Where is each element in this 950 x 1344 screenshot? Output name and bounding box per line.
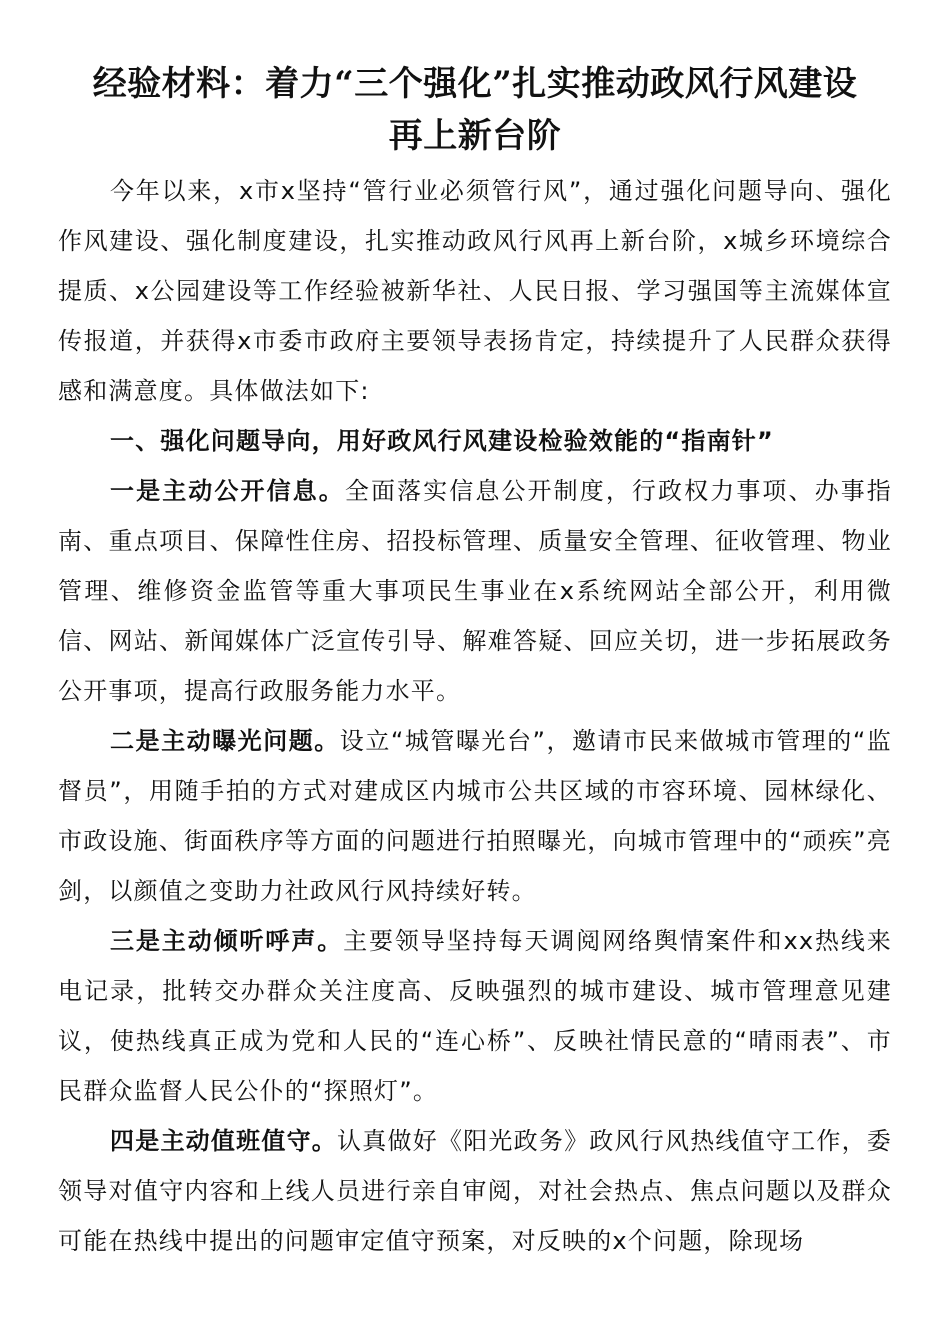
intro-paragraph: 今年以来，x市x坚持“管行业必须管行风”，通过强化问题导向、强化作风建设、强化制度建设，扎实推动政风行风再上新台阶，x城乡环境综合提质、x公园建设等工作经验被新华社、人民日报、学习强国等主流媒体宣传报道，并获得x市委市政府主要领导表扬肯定，持续提升了人民群众获得感和满意度。具体做法如下: (58, 177, 892, 405)
paragraph-2 (58, 716, 892, 916)
paragraph-2-text: 设立“城管曝光台”，邀请市民来做城市管理的“监督员”，用随手拍的方式对建成区内城市公共区域的市容环境、园林绿化、市政设施、街面秩序等方面的问题进行拍照曝光，向城市管理中的“顽疾”亮剑，以颜值之变助力社政风行风持续好转。 (58, 727, 892, 905)
document-title (58, 58, 892, 162)
document-page (58, 58, 892, 1266)
paragraph-1-text: 全面落实信息公开制度，行政权力事项、办事指南、重点项目、保障性住房、招投标管理、质量安全管理、征收管理、物业管理、维修资金监管等重大事项民生事业在x系统网站全部公开，利用微信、网站、新闻媒体广泛宣传引导、解难答疑、回应关切，进一步拓展政务公开事项，提高行政服务能力水平。 (58, 477, 892, 705)
section-heading: 一、强化问题导向，用好政风行风建设检验效能的“指南针” (110, 427, 774, 455)
paragraph-1-lead: 一是主动公开信息。 (110, 477, 345, 505)
paragraph-4 (58, 1116, 892, 1266)
paragraph-3-lead: 三是主动倾听呼声。 (110, 927, 344, 955)
paragraph-3-text: 主要领导坚持每天调阅网络舆情案件和xx热线来电记录，批转交办群众关注度高、反映强烈的城市建设、城市管理意见建议，使热线真正成为党和人民的“连心桥”、反映社情民意的“晴雨表”、市民群众监督人民公仆的“探照灯”。 (58, 927, 892, 1105)
title-line-2: 再上新台阶 (388, 116, 562, 156)
paragraph-4-lead: 四是主动值班值守。 (110, 1127, 338, 1155)
paragraph-2-lead: 二是主动曝光问题。 (110, 727, 340, 755)
paragraph-1 (58, 466, 892, 716)
paragraph-4-text: 认真做好《阳光政务》政风行风热线值守工作，委领导对值守内容和上线人员进行亲自审阅，对社会热点、焦点问题以及群众可能在热线中提出的问题审定值守预案，对反映的x个问题，除现场 (58, 1127, 892, 1255)
paragraph-3 (58, 916, 892, 1116)
title-line-1: 经验材料：着力“三个强化”扎实推动政风行风建设 (92, 64, 858, 104)
